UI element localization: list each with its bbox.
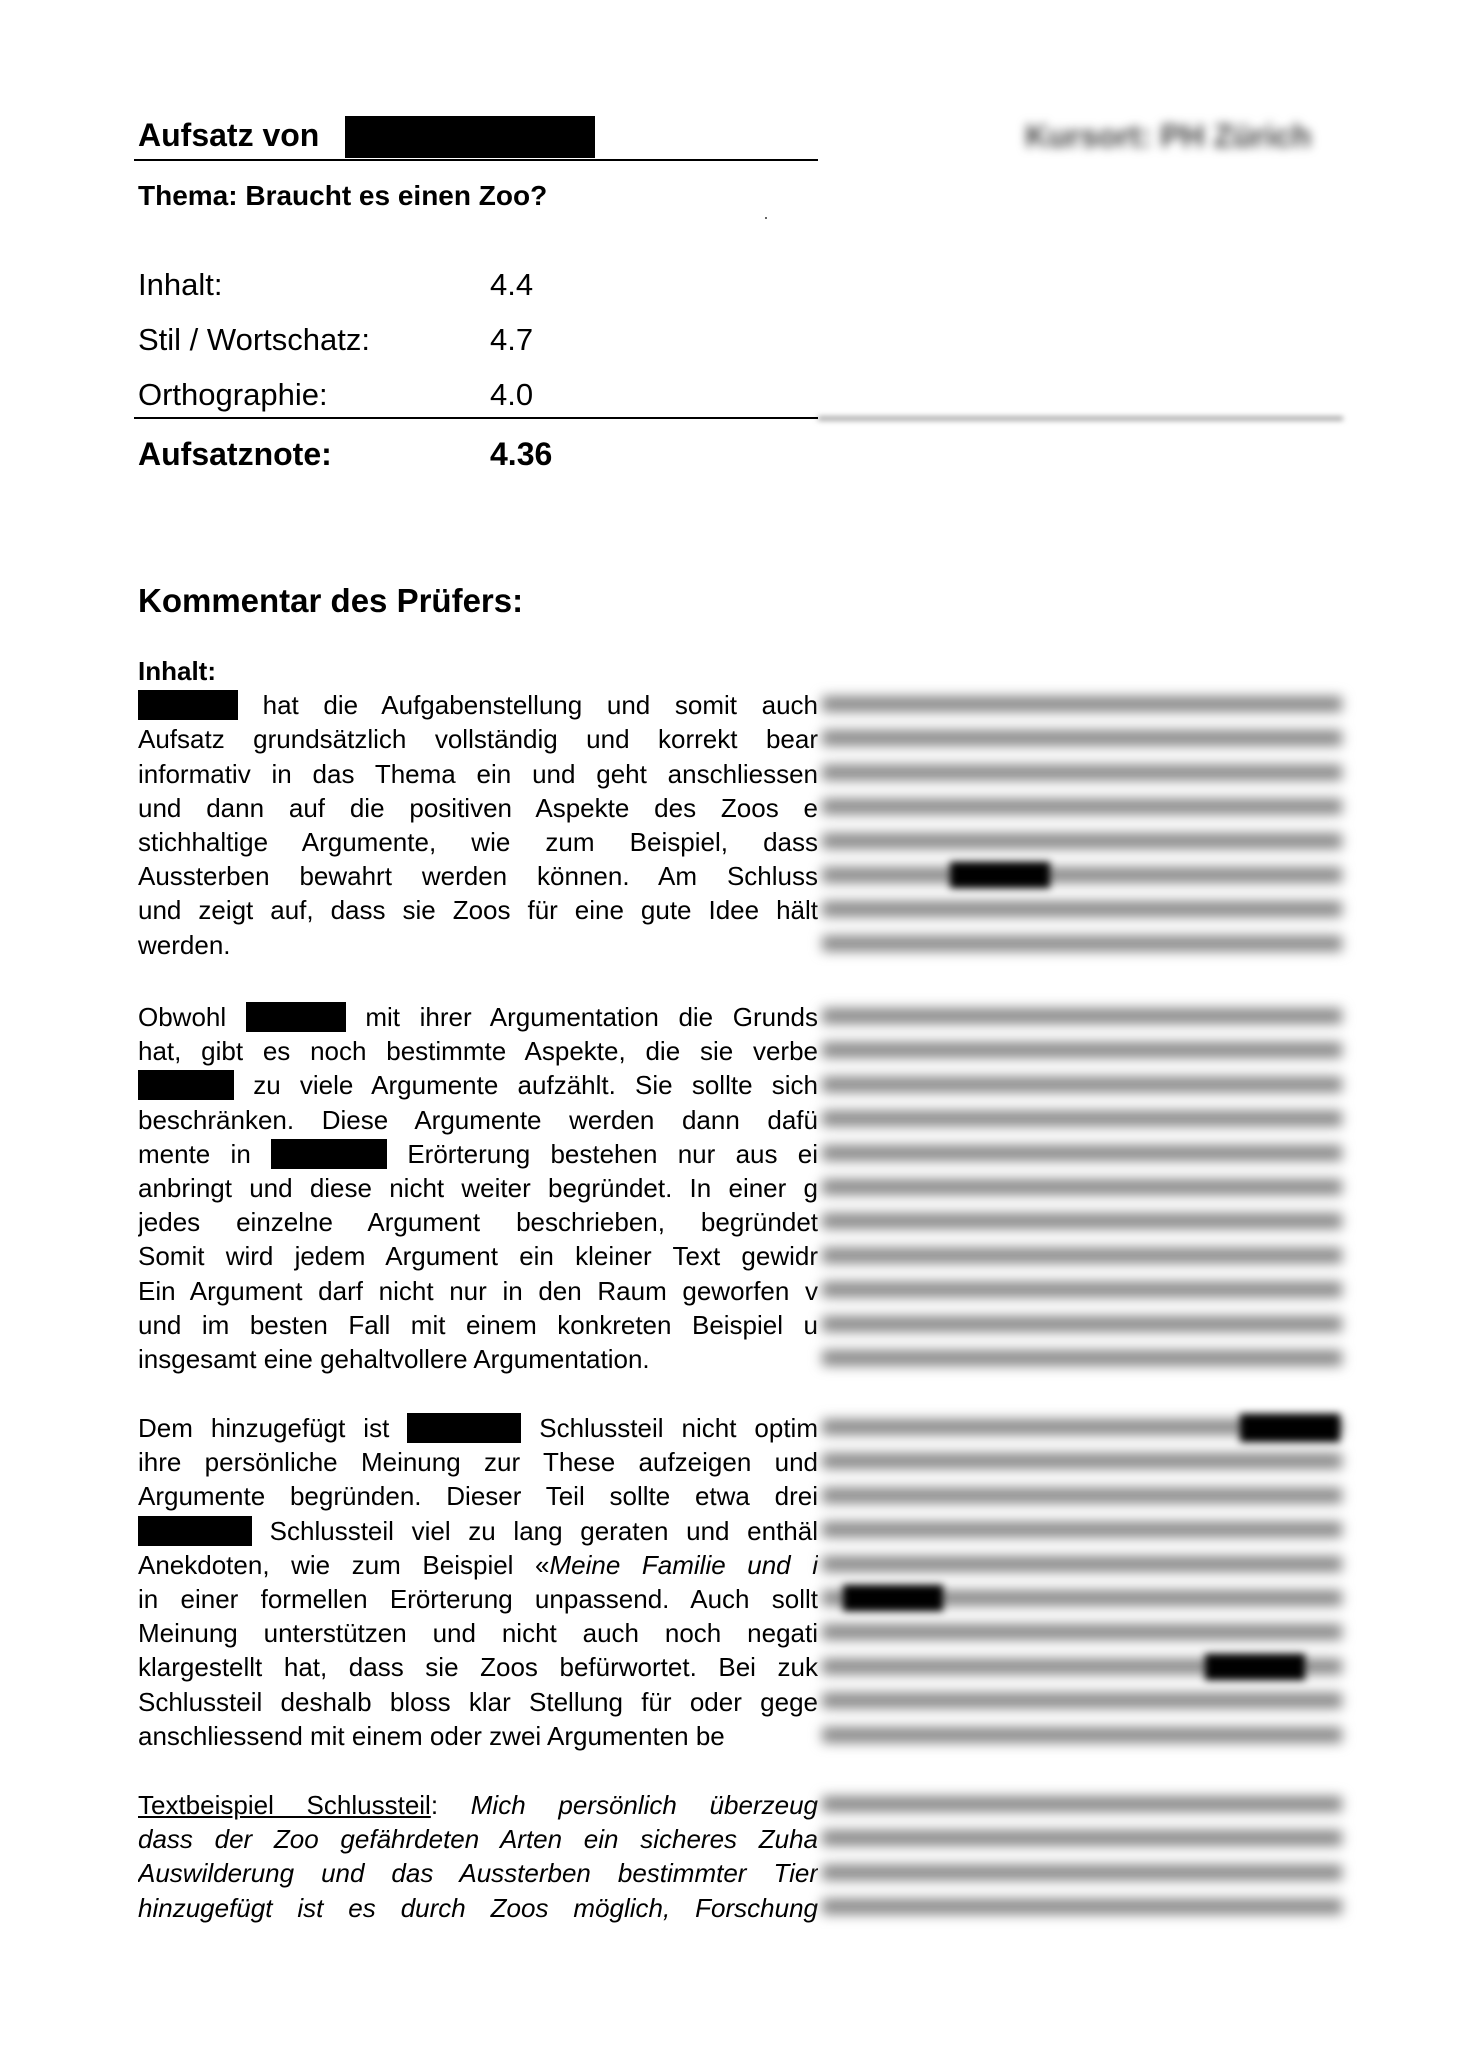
total-grade-value: 4.36 [490,436,553,472]
essay-topic: Thema: Braucht es einen Zoo? [138,180,548,211]
blurred-redacted-box [1240,1414,1340,1442]
text-line: informativ in das Thema ein und geht anschliessen [138,758,818,789]
header-divider [134,159,818,161]
text-line: Textbeispiel Schlussteil: Mich persönlich überzeug [138,1790,818,1820]
text-line: Ein Argument darf nicht nur in den Raum geworfen v [138,1275,818,1306]
redacted-name-box [138,1516,252,1546]
blurred-text-block [822,1000,1342,1376]
text-line: anschliessend mit einem oder zwei Argumenten be [138,1720,725,1751]
redacted-name-box [271,1139,387,1169]
text-line: hat die Aufgabenstellung und somit auch [138,688,818,722]
section-title: Inhalt: [138,656,216,686]
total-grade-row [138,431,818,481]
blurred-text-block [822,1788,1342,1925]
text-line: und dann auf die positiven Aspekte des Zoos e [138,792,818,823]
text-line: Auswilderung und das Aussterben bestimmter Tier [138,1858,818,1889]
grade-label: Orthographie: [138,377,328,412]
redacted-name-box [138,690,238,720]
blurred-text-block [822,688,1342,962]
comment-paragraph-3 [138,1411,818,1753]
essay-title: Aufsatz von [138,117,320,153]
text-line: jedes einzelne Argument beschrieben, begründet [138,1207,818,1238]
text-line: Aussterben bewahrt werden können. Am Schluss [138,861,818,892]
comment-paragraph-2 [138,1000,818,1376]
blurred-redacted-box [843,1585,943,1611]
text-line: stichhaltige Argumente, wie zum Beispiel, dass [138,826,818,857]
redacted-name-box [246,1002,346,1032]
text-line: Dem hinzugefügt ist Schlussteil nicht optim [138,1413,818,1443]
blurred-text-block [822,1411,1342,1753]
text-line: mente in Erörterung bestehen nur aus ei [138,1138,818,1169]
blurred-redacted-box [950,862,1050,888]
comment-heading: Kommentar des Prüfers: [138,582,524,619]
grades-divider [134,417,818,419]
stray-dot [765,217,767,219]
text-example-label: Textbeispiel Schlussteil [138,1790,431,1820]
text-line: und im besten Fall mit einem konkreten Beispiel u [138,1309,818,1340]
grade-value: 4.0 [490,377,534,412]
text-line: zu viele Argumente aufzählt. Sie sollte sich [138,1068,818,1102]
total-grade-label: Aufsatznote: [138,436,332,472]
grade-label: Inhalt: [138,267,223,302]
text-line: ihre persönliche Meinung zur These aufzeigen und [138,1447,818,1478]
grade-value: 4.4 [490,267,534,302]
text-line: insgesamt eine gehaltvollere Argumentation. [138,1343,650,1374]
redacted-name-box [138,1070,234,1100]
text-example-paragraph [138,1788,818,1925]
text-line: Schlussteil deshalb bloss klar Stellung für oder gege [138,1686,818,1717]
text-line: beschränken. Diese Argumente werden dann dafü [138,1104,818,1135]
blurred-divider [818,417,1343,420]
text-line: Argumente begründen. Dieser Teil sollte etwa drei [138,1481,818,1512]
grade-row-inhalt [138,262,818,317]
blurred-course-location: Kursort: PH Zürich [1025,118,1312,154]
comment-section-inhalt [138,654,818,962]
grade-label: Stil / Wortschatz: [138,322,370,357]
grade-value: 4.7 [490,322,534,357]
redacted-name-box [345,116,595,158]
text-line: hinzugefügt ist es durch Zoos möglich, Forschung [138,1892,818,1923]
text-line: Schlussteil viel zu lang geraten und enthäl [138,1514,818,1548]
text-line: Obwohl mit ihrer Argumentation die Grunds [138,1002,818,1032]
blurred-redacted-box [1205,1654,1305,1680]
grade-row-stil [138,317,818,372]
grades-table [138,262,818,427]
redacted-name-box [407,1413,521,1443]
text-line: Meinung unterstützen und nicht auch noch negati [138,1618,818,1649]
text-line: werden. [138,929,231,960]
text-line: klargestellt hat, dass sie Zoos befürwortet. Bei zuk [138,1652,818,1683]
text-line: Anekdoten, wie zum Beispiel «Meine Familie und i [138,1549,818,1580]
text-line: hat, gibt es noch bestimmte Aspekte, die sie verbe [138,1036,818,1067]
text-line: Somit wird jedem Argument ein kleiner Text gewidr [138,1241,818,1272]
text-line: dass der Zoo gefährdeten Arten ein sicheres Zuha [138,1824,818,1855]
text-line: anbringt und diese nicht weiter begründet. In einer g [138,1172,818,1203]
text-line: in einer formellen Erörterung unpassend. Auch sollt [138,1583,818,1614]
text-line: und zeigt auf, dass sie Zoos für eine gute Idee hält [138,895,818,926]
text-line: Aufsatz grundsätzlich vollständig und korrekt bear [138,724,818,755]
